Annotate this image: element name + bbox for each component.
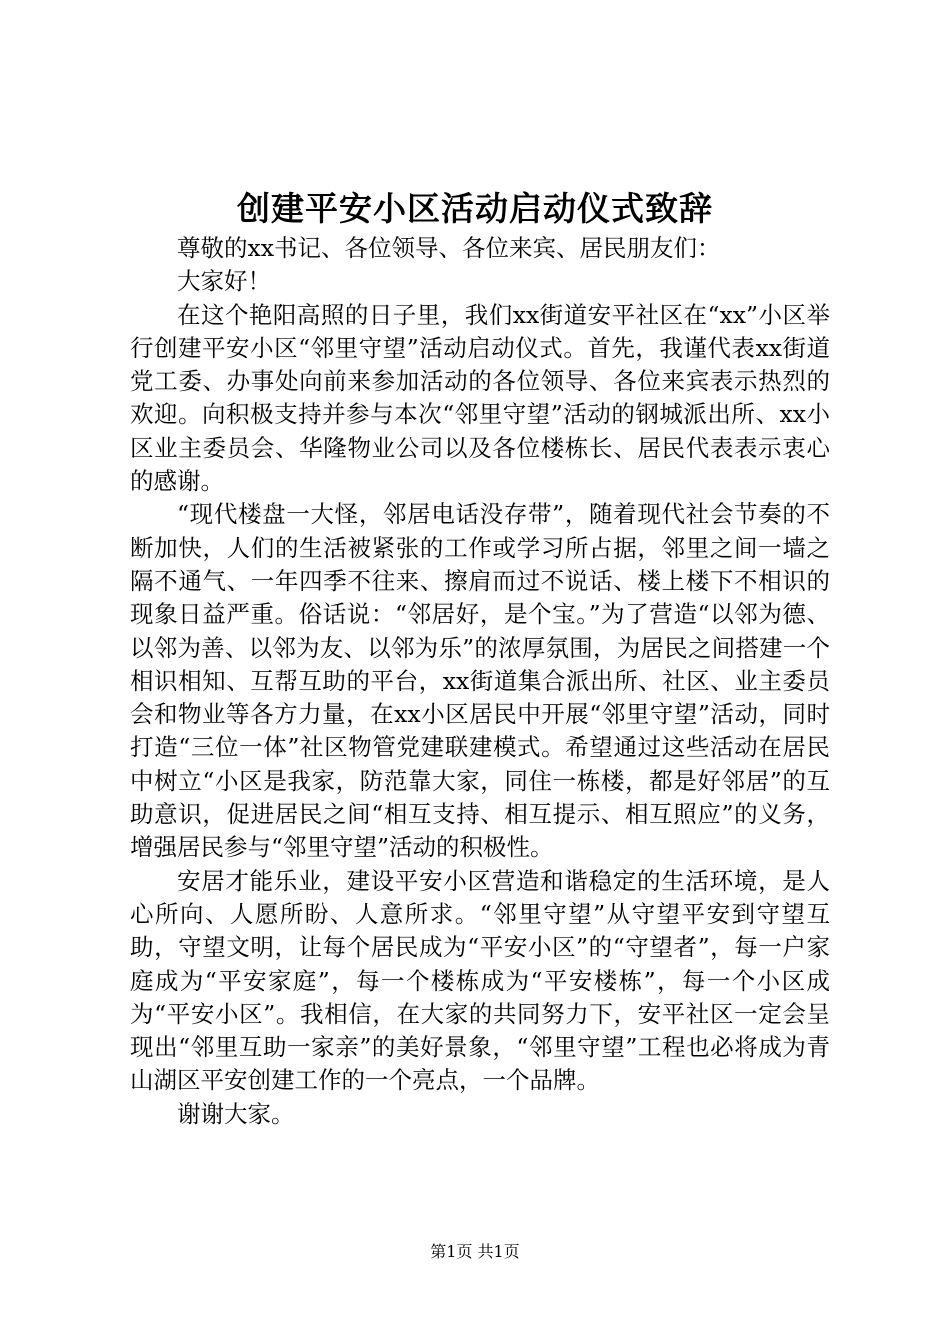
salutation-paragraph: 尊敬的xx书记、各位领导、各位来宾、居民朋友们： xyxy=(177,234,721,262)
closing-paragraph: 谢谢大家。 xyxy=(177,1099,295,1128)
document-title: 创建平安小区活动启动仪式致辞 xyxy=(237,189,713,228)
significance-paragraph: 安居才能乐业，建设平安小区营造和谐稳定的生活环境，是人心所向、人愿所盼、人意所求。“邻里守望”从守望平安到守望互助，守望文明，让每个居民成为“平安小区”的“守望者”，每一户家庭成为“平安家庭”，每一个楼栋成为“平安楼栋”，每一个小区成为“平安小区”。我相信，在大家的共同努力下，安平社区一定会呈现出“邻里互助一家亲”的美好景象，“邻里守望”工程也必将成为青山湖区平安创建工作的一个亮点，一个品牌。 xyxy=(130,866,830,1095)
page-footer: 第1页 共1页 xyxy=(430,1242,520,1261)
greeting-paragraph: 大家好！ xyxy=(177,267,271,296)
background-paragraph: “现代楼盘一大怪，邻居电话没存带”，随着现代社会节奏的不断加快，人们的生活被紧张的工作或学习所占据，邻里之间一墙之隔不通气、一年四季不往来、擦肩而过不说话、楼上楼下不相识的现象日益严重。俗话说：“邻居好，是个宝。”为了营造“以邻为德、以邻为善、以邻为友、以邻为乐”的浓厚氛围，为居民之间搭建一个相识相知、互帮互助的平台，xx街道集合派出所、社区、业主委员会和物业等各方力量，在xx小区居民中开展“邻里守望”活动，同时打造“三位一体”社区物管党建联建模式。希望通过这些活动在居民中树立“小区是我家，防范靠大家，同住一栋楼，都是好邻居”的互助意识，促进居民之间“相互支持、相互提示、相互照应”的义务，增强居民参与“邻里守望”活动的积极性。 xyxy=(130,500,830,862)
opening-paragraph: 在这个艳阳高照的日子里，我们xx街道安平社区在“xx”小区举行创建平安小区“邻里守望”活动启动仪式。首先，我谨代表xx街道党工委、办事处向前来参加活动的各位领导、各位来宾表示热烈的欢迎。向积极支持并参与本次“邻里守望”活动的钢城派出所、xx小区业主委员会、华隆物业公司以及各位楼栋长、居民代表表示衷心的感谢。 xyxy=(130,300,830,496)
document-body xyxy=(130,232,830,1131)
